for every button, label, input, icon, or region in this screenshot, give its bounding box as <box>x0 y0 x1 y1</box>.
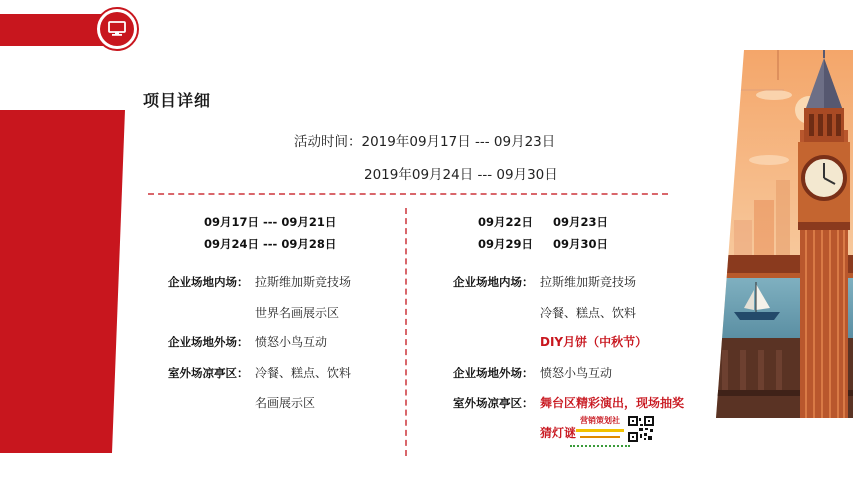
right-row-label: 企业场地外场： <box>453 366 534 380</box>
left-row-label: 室外场凉亭区： <box>168 366 249 380</box>
left-dates-2: 09月24日 --- 09月28日 <box>204 237 337 251</box>
left-row-value: 愤怒小鸟互动 <box>255 335 328 349</box>
big-ben-illustration <box>714 50 853 418</box>
left-dates-1: 09月17日 --- 09月21日 <box>204 215 337 229</box>
left-row-value: 名画展示区 <box>255 396 316 410</box>
left-red-panel <box>0 0 140 480</box>
right-row-label: 企业场地内场： <box>453 275 534 289</box>
qr-code-icon <box>628 416 654 442</box>
right-row-label: 室外场凉亭区： <box>453 396 534 410</box>
left-row-value: 拉斯维加斯竞技场 <box>255 275 352 289</box>
right-dates-1: 09月22日 09月23日 <box>478 215 609 229</box>
right-dates-2: 09月29日 09月30日 <box>478 237 609 251</box>
page-title: 项目详细 <box>143 91 212 110</box>
right-row-value: 拉斯维加斯竞技场 <box>540 275 637 289</box>
horizontal-divider <box>148 193 668 195</box>
activity-time-line1: 活动时间：2019年09月17日 --- 09月23日 <box>294 134 556 150</box>
left-row-label: 企业场地外场： <box>168 335 249 349</box>
left-row-label: 企业场地内场： <box>168 275 249 289</box>
right-row-highlight: 猜灯谜 <box>540 426 577 440</box>
right-row-highlight: DIY月饼（中秋节） <box>540 335 648 349</box>
right-row-value: 冷餐、糕点、饮料 <box>540 306 637 320</box>
right-row-highlight: 舞台区精彩演出，现场抽奖 <box>540 396 685 410</box>
activity-time-line2: 2019年09月24日 --- 09月30日 <box>364 167 558 183</box>
left-row-value: 冷餐、糕点、饮料 <box>255 366 352 380</box>
right-row-value: 愤怒小鸟互动 <box>540 366 613 380</box>
left-row-value: 世界名画展示区 <box>255 306 340 320</box>
watermark-stamp: 营销策划社 <box>570 413 630 447</box>
vertical-divider <box>405 208 407 456</box>
